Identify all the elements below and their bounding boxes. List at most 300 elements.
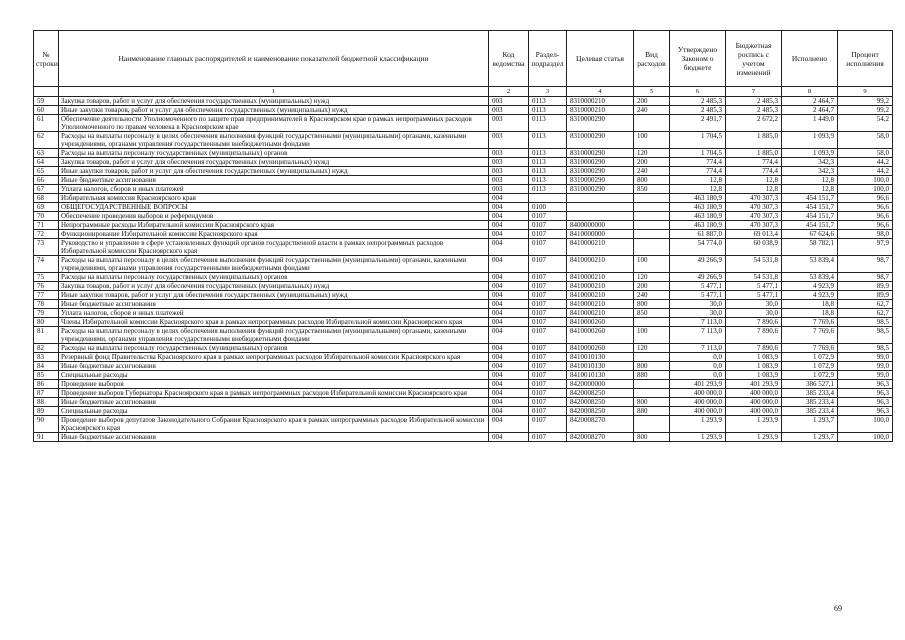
row-executed: 53 839,4: [782, 256, 838, 273]
row-target-article: 8310000290: [567, 115, 634, 132]
row-number: 69: [34, 203, 59, 212]
row-number: 67: [34, 185, 59, 194]
row-name: Функционирование Избирательной комиссии Красноярского края: [59, 230, 489, 239]
row-expense-type: 880: [634, 407, 670, 416]
row-section: 0107: [529, 309, 567, 318]
row-target-article: 8310000290: [567, 185, 634, 194]
row-section: [529, 194, 567, 203]
header-row-number: № строки: [34, 31, 59, 87]
row-target-article: 8410000210: [567, 309, 634, 318]
row-expense-type: [634, 239, 670, 256]
row-expense-type: [634, 194, 670, 203]
row-name: Обеспечение проведения выборов и референдумов: [59, 212, 489, 221]
row-expense-type: 240: [634, 167, 670, 176]
row-section: 0107: [529, 407, 567, 416]
row-number: 76: [34, 282, 59, 291]
row-section: 0107: [529, 300, 567, 309]
row-number: 75: [34, 273, 59, 282]
table-row: [34, 115, 893, 132]
row-expense-type: [634, 318, 670, 327]
row-target-article: 8410000000: [567, 230, 634, 239]
row-approved: 7 113,0: [670, 327, 726, 344]
row-name: Иные бюджетные ассигнования: [59, 176, 489, 185]
row-approved: 1 293,9: [670, 433, 726, 442]
row-expense-type: 120: [634, 344, 670, 353]
row-percent: 98,7: [838, 256, 893, 273]
row-approved: 2 491,7: [670, 115, 726, 132]
row-target-article: 8410000260: [567, 318, 634, 327]
row-executed: 4 923,9: [782, 282, 838, 291]
row-section: 0107: [529, 344, 567, 353]
table-row: [34, 273, 893, 282]
row-number: 87: [34, 389, 59, 398]
row-name: Специальные расходы: [59, 371, 489, 380]
row-executed: 385 233,4: [782, 407, 838, 416]
row-number: 90: [34, 416, 59, 433]
table-row: [34, 167, 893, 176]
row-budget-schedule: 400 000,0: [726, 398, 782, 407]
row-executed: 454 151,7: [782, 194, 838, 203]
row-number: 63: [34, 149, 59, 158]
row-section: 0107: [529, 353, 567, 362]
row-section: 0100: [529, 203, 567, 212]
row-expense-type: [634, 416, 670, 433]
row-department-code: 004: [489, 221, 529, 230]
row-department-code: 004: [489, 407, 529, 416]
row-executed: 12,8: [782, 185, 838, 194]
row-expense-type: 200: [634, 158, 670, 167]
row-department-code: 004: [489, 344, 529, 353]
row-budget-schedule: 774,4: [726, 167, 782, 176]
row-expense-type: [634, 212, 670, 221]
row-budget-schedule: 1 885,0: [726, 132, 782, 149]
row-name: Иные закупки товаров, работ и услуг для обеспечения государственных (муниципальных) нужд: [59, 106, 489, 115]
row-percent: 96,6: [838, 221, 893, 230]
row-department-code: 003: [489, 167, 529, 176]
row-expense-type: [634, 389, 670, 398]
row-executed: 454 151,7: [782, 212, 838, 221]
row-percent: 58,0: [838, 149, 893, 158]
row-department-code: 003: [489, 115, 529, 132]
row-name: Иные бюджетные ассигнования: [59, 398, 489, 407]
table-row: [34, 371, 893, 380]
row-budget-schedule: 7 890,6: [726, 327, 782, 344]
row-executed: 4 923,9: [782, 291, 838, 300]
table-row: [34, 212, 893, 221]
row-percent: 62,7: [838, 300, 893, 309]
table-row: [34, 185, 893, 194]
row-name: Члены Избирательной комиссии Красноярского края в рамках непрограммных расходов Избирательной комиссии Красноярского края: [59, 318, 489, 327]
row-name: Расходы на выплаты персоналу государственных (муниципальных) органов: [59, 344, 489, 353]
row-number: 73: [34, 239, 59, 256]
row-percent: 100,0: [838, 185, 893, 194]
row-section: 0113: [529, 149, 567, 158]
row-approved: 463 180,9: [670, 212, 726, 221]
row-target-article: 8410000210: [567, 239, 634, 256]
row-approved: 2 485,3: [670, 97, 726, 106]
row-expense-type: 240: [634, 106, 670, 115]
row-expense-type: 120: [634, 149, 670, 158]
row-percent: 96,3: [838, 389, 893, 398]
row-executed: 385 233,4: [782, 398, 838, 407]
row-section: 0107: [529, 221, 567, 230]
row-target-article: [567, 212, 634, 221]
table-row: [34, 282, 893, 291]
row-approved: 400 000,0: [670, 407, 726, 416]
row-budget-schedule: 470 307,3: [726, 194, 782, 203]
row-percent: 98,5: [838, 327, 893, 344]
row-executed: 454 151,7: [782, 203, 838, 212]
row-approved: 12,8: [670, 185, 726, 194]
row-budget-schedule: 54 531,8: [726, 273, 782, 282]
row-department-code: 004: [489, 433, 529, 442]
row-budget-schedule: 470 307,3: [726, 212, 782, 221]
row-expense-type: 100: [634, 327, 670, 344]
row-executed: 12,8: [782, 176, 838, 185]
row-department-code: 004: [489, 389, 529, 398]
row-budget-schedule: 2 485,3: [726, 106, 782, 115]
row-number: 62: [34, 132, 59, 149]
row-approved: 7 113,0: [670, 318, 726, 327]
table-row: [34, 221, 893, 230]
row-budget-schedule: 400 000,0: [726, 407, 782, 416]
row-section: 0107: [529, 256, 567, 273]
row-executed: 2 464,7: [782, 97, 838, 106]
row-name: Специальные расходы: [59, 407, 489, 416]
row-executed: 1 293,7: [782, 433, 838, 442]
row-target-article: 8410000210: [567, 256, 634, 273]
row-section: 0107: [529, 291, 567, 300]
row-number: 79: [34, 309, 59, 318]
row-department-code: 003: [489, 132, 529, 149]
row-target-article: 8410000210: [567, 273, 634, 282]
row-budget-schedule: 12,8: [726, 176, 782, 185]
row-name: Закупка товаров, работ и услуг для обеспечения государственных (муниципальных) нужд: [59, 97, 489, 106]
row-section: 0107: [529, 273, 567, 282]
row-approved: 49 266,9: [670, 256, 726, 273]
row-executed: 386 527,1: [782, 380, 838, 389]
row-budget-schedule: 69 013,4: [726, 230, 782, 239]
row-expense-type: 800: [634, 398, 670, 407]
row-executed: 18,8: [782, 309, 838, 318]
header-expense-type: Вид расходов: [634, 31, 670, 87]
page-number: 69: [834, 604, 842, 613]
header-target-article: Целевая статья: [567, 31, 634, 87]
row-target-article: 8410010130: [567, 362, 634, 371]
header-name: Наименование главных распорядителей и наименование показателей бюджетной классификации: [59, 31, 489, 87]
row-percent: 96,3: [838, 380, 893, 389]
table-row: [34, 416, 893, 433]
row-executed: 1 093,9: [782, 149, 838, 158]
row-name: Иные бюджетные ассигнования: [59, 433, 489, 442]
row-executed: 18,8: [782, 300, 838, 309]
row-number: 59: [34, 97, 59, 106]
row-budget-schedule: 30,0: [726, 309, 782, 318]
row-department-code: 003: [489, 185, 529, 194]
row-target-article: 8310000290: [567, 176, 634, 185]
table-row: [34, 398, 893, 407]
row-section: 0113: [529, 106, 567, 115]
row-section: 0107: [529, 362, 567, 371]
row-expense-type: 120: [634, 273, 670, 282]
column-number: 6: [670, 87, 726, 97]
row-approved: 774,4: [670, 167, 726, 176]
row-number: 74: [34, 256, 59, 273]
row-approved: 30,0: [670, 309, 726, 318]
table-row: [34, 362, 893, 371]
row-approved: 49 266,9: [670, 273, 726, 282]
row-target-article: 8410010130: [567, 353, 634, 362]
row-budget-schedule: 12,8: [726, 185, 782, 194]
row-expense-type: [634, 380, 670, 389]
row-expense-type: 800: [634, 300, 670, 309]
header-percent: Процент исполнения: [838, 31, 893, 87]
row-executed: 7 769,6: [782, 327, 838, 344]
row-executed: 342,3: [782, 158, 838, 167]
row-target-article: 8410000260: [567, 327, 634, 344]
row-budget-schedule: 1 083,9: [726, 353, 782, 362]
row-budget-schedule: 774,4: [726, 158, 782, 167]
row-executed: 7 769,6: [782, 318, 838, 327]
row-name: Иные закупки товаров, работ и услуг для обеспечения государственных (муниципальных) нужд: [59, 291, 489, 300]
row-number: 89: [34, 407, 59, 416]
row-executed: 7 769,6: [782, 344, 838, 353]
row-name: Иные закупки товаров, работ и услуг для обеспечения государственных (муниципальных) нужд: [59, 167, 489, 176]
row-target-article: 8310000210: [567, 97, 634, 106]
row-name: Уплата налогов, сборов и иных платежей: [59, 185, 489, 194]
row-approved: 400 000,0: [670, 398, 726, 407]
table-row: [34, 389, 893, 398]
row-number: 60: [34, 106, 59, 115]
row-expense-type: [634, 230, 670, 239]
row-expense-type: [634, 353, 670, 362]
row-approved: 1 704,5: [670, 132, 726, 149]
row-name: Руководство и управление в сфере установленных функций органов государственной власти в рамках непрограммных расходов Избирательной комиссии Красноярского края: [59, 239, 489, 256]
row-budget-schedule: 7 890,6: [726, 344, 782, 353]
row-budget-schedule: 1 293,9: [726, 416, 782, 433]
row-budget-schedule: 5 477,1: [726, 282, 782, 291]
row-target-article: 8410000210: [567, 282, 634, 291]
row-approved: 401 293,9: [670, 380, 726, 389]
column-number: 5: [634, 87, 670, 97]
row-budget-schedule: 7 890,6: [726, 318, 782, 327]
row-expense-type: 800: [634, 362, 670, 371]
row-percent: 96,6: [838, 203, 893, 212]
table-body: [34, 97, 893, 442]
row-department-code: 004: [489, 300, 529, 309]
row-name: ОБЩЕГОСУДАРСТВЕННЫЕ ВОПРОСЫ: [59, 203, 489, 212]
row-section: 0107: [529, 230, 567, 239]
table-row: [34, 106, 893, 115]
row-section: 0107: [529, 371, 567, 380]
table-row: [34, 176, 893, 185]
table-row: [34, 318, 893, 327]
row-target-article: 8310000290: [567, 149, 634, 158]
row-approved: 61 887,0: [670, 230, 726, 239]
row-section: 0107: [529, 327, 567, 344]
row-department-code: 003: [489, 97, 529, 106]
row-percent: 100,0: [838, 176, 893, 185]
row-percent: 96,3: [838, 398, 893, 407]
row-department-code: 004: [489, 371, 529, 380]
table-row: [34, 353, 893, 362]
row-section: 0113: [529, 176, 567, 185]
table-row: [34, 380, 893, 389]
row-department-code: 004: [489, 230, 529, 239]
row-budget-schedule: 30,0: [726, 300, 782, 309]
row-budget-schedule: 60 038,9: [726, 239, 782, 256]
row-section: 0107: [529, 212, 567, 221]
column-number: 4: [567, 87, 634, 97]
row-target-article: 8310000290: [567, 132, 634, 149]
row-approved: 12,8: [670, 176, 726, 185]
row-department-code: 004: [489, 239, 529, 256]
header-department-code: Код ведомства: [489, 31, 529, 87]
row-approved: 400 000,0: [670, 389, 726, 398]
row-target-article: 8410010130: [567, 371, 634, 380]
row-number: 91: [34, 433, 59, 442]
row-number: 72: [34, 230, 59, 239]
table-row: [34, 132, 893, 149]
table-row: [34, 194, 893, 203]
row-department-code: 004: [489, 327, 529, 344]
row-number: 66: [34, 176, 59, 185]
table-row: [34, 327, 893, 344]
budget-report-page: [33, 30, 893, 442]
row-target-article: 8410000210: [567, 300, 634, 309]
row-expense-type: 800: [634, 176, 670, 185]
row-budget-schedule: 1 083,9: [726, 362, 782, 371]
row-executed: 1 449,0: [782, 115, 838, 132]
row-department-code: 003: [489, 106, 529, 115]
row-approved: 1 293,9: [670, 416, 726, 433]
row-expense-type: 100: [634, 132, 670, 149]
row-expense-type: 240: [634, 291, 670, 300]
table-row: [34, 203, 893, 212]
row-department-code: 003: [489, 158, 529, 167]
table-row: [34, 300, 893, 309]
row-target-article: [567, 203, 634, 212]
row-percent: 99,2: [838, 97, 893, 106]
row-number: 80: [34, 318, 59, 327]
row-name: Закупка товаров, работ и услуг для обеспечения государственных (муниципальных) нужд: [59, 158, 489, 167]
row-executed: 1 072,9: [782, 362, 838, 371]
header-budget-schedule: Бюджетная роспись с учетом изменений: [726, 31, 782, 87]
row-budget-schedule: 54 531,8: [726, 256, 782, 273]
row-expense-type: 880: [634, 371, 670, 380]
row-number: 82: [34, 344, 59, 353]
row-budget-schedule: 401 293,9: [726, 380, 782, 389]
row-approved: 0,0: [670, 353, 726, 362]
row-expense-type: 800: [634, 433, 670, 442]
column-number: 1: [59, 87, 489, 97]
row-name: Проведение выборов депутатов Законодательного Собрания Красноярского края в рамках непрограммных расходов Избирательной комиссии Красноярского края: [59, 416, 489, 433]
row-name: Проведение выборов: [59, 380, 489, 389]
row-approved: 0,0: [670, 371, 726, 380]
row-number: 84: [34, 362, 59, 371]
row-approved: 54 774,0: [670, 239, 726, 256]
budget-execution-table: [33, 30, 893, 442]
row-expense-type: [634, 115, 670, 132]
row-executed: 53 839,4: [782, 273, 838, 282]
row-section: 0107: [529, 416, 567, 433]
table-row: [34, 309, 893, 318]
row-target-article: 8420008270: [567, 433, 634, 442]
row-target-article: 8410000260: [567, 344, 634, 353]
row-number: 85: [34, 371, 59, 380]
row-percent: 100,0: [838, 433, 893, 442]
row-approved: 7 113,0: [670, 344, 726, 353]
column-number: 7: [726, 87, 782, 97]
row-budget-schedule: 470 307,3: [726, 221, 782, 230]
row-approved: 5 477,1: [670, 282, 726, 291]
row-target-article: [567, 194, 634, 203]
row-approved: 0,0: [670, 362, 726, 371]
row-percent: 99,2: [838, 106, 893, 115]
row-percent: 99,0: [838, 362, 893, 371]
row-percent: 99,0: [838, 371, 893, 380]
row-target-article: 8410000210: [567, 291, 634, 300]
row-expense-type: 100: [634, 256, 670, 273]
row-approved: 2 485,3: [670, 106, 726, 115]
row-department-code: 004: [489, 416, 529, 433]
row-section: 0107: [529, 318, 567, 327]
column-numbers-row: [34, 87, 893, 97]
row-section: 0113: [529, 185, 567, 194]
row-section: 0113: [529, 132, 567, 149]
row-executed: 2 464,7: [782, 106, 838, 115]
row-name: Расходы на выплаты персоналу в целях обеспечения выполнения функций государственными (муниципальными) органами, казенными учреждениями, органами управления государственными внебюджетными фондами: [59, 256, 489, 273]
row-target-article: 8420000000: [567, 380, 634, 389]
row-name: Расходы на выплаты персоналу в целях обеспечения выполнения функций государственными (муниципальными) органами, казенными учреждениями, органами управления государственными внебюджетными фондами: [59, 327, 489, 344]
row-budget-schedule: 470 307,3: [726, 203, 782, 212]
row-department-code: 004: [489, 291, 529, 300]
row-executed: 1 293,7: [782, 416, 838, 433]
row-department-code: 004: [489, 203, 529, 212]
header-executed: Исполнено: [782, 31, 838, 87]
row-target-article: 8420008270: [567, 416, 634, 433]
row-expense-type: [634, 203, 670, 212]
table-row: [34, 291, 893, 300]
row-percent: 96,6: [838, 212, 893, 221]
row-executed: 1 072,9: [782, 371, 838, 380]
row-executed: 1 072,9: [782, 353, 838, 362]
row-name: Проведение выборов Губернатора Красноярского края в рамках непрограммных расходов Избирательной комиссии Красноярского края: [59, 389, 489, 398]
row-department-code: 004: [489, 362, 529, 371]
row-name: Избирательная комиссия Красноярского края: [59, 194, 489, 203]
column-number: 9: [838, 87, 893, 97]
row-budget-schedule: 2 485,3: [726, 97, 782, 106]
row-executed: 58 782,1: [782, 239, 838, 256]
row-budget-schedule: 400 000,0: [726, 389, 782, 398]
row-department-code: 004: [489, 309, 529, 318]
row-approved: 463 180,9: [670, 194, 726, 203]
row-department-code: 004: [489, 273, 529, 282]
row-department-code: 004: [489, 194, 529, 203]
column-number: 2: [489, 87, 529, 97]
row-executed: 342,3: [782, 167, 838, 176]
row-name: Резервный фонд Правительства Красноярского края в рамках непрограммных расходов Избирательной комиссии Красноярского края: [59, 353, 489, 362]
row-name: Расходы на выплаты персоналу в целях обеспечения выполнения функций государственными (муниципальными) органами, казенными учреждениями, органами управления государственными внебюджетными фондами: [59, 132, 489, 149]
table-row: [34, 230, 893, 239]
row-percent: 58,0: [838, 132, 893, 149]
row-budget-schedule: 2 672,2: [726, 115, 782, 132]
row-target-article: 8400000000: [567, 221, 634, 230]
column-number: [34, 87, 59, 97]
row-percent: 89,9: [838, 282, 893, 291]
row-percent: 98,5: [838, 344, 893, 353]
table-row: [34, 97, 893, 106]
